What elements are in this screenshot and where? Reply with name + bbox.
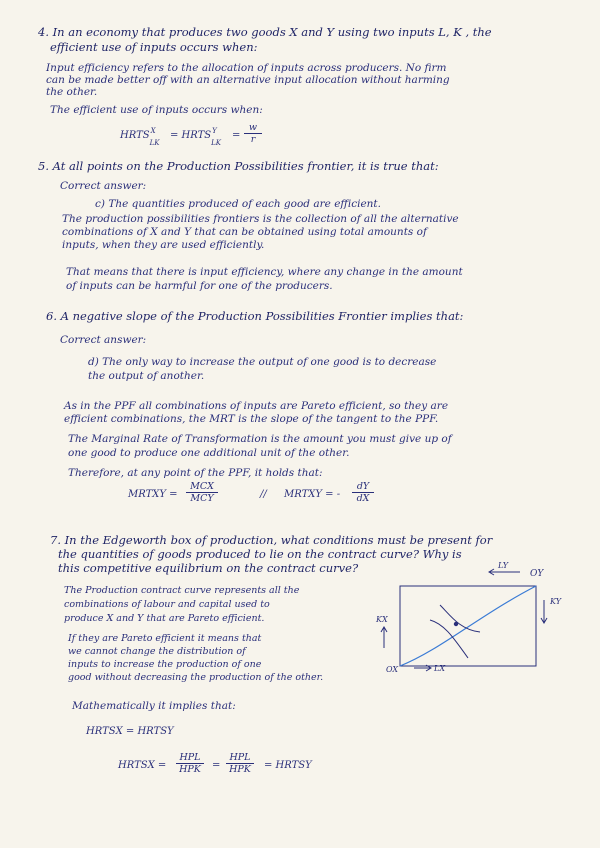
contract-curve: [400, 586, 536, 666]
q6-body-line-4: one good to produce one additional unit of the other.: [68, 447, 350, 459]
q4-eq-numerator: w: [244, 122, 262, 134]
tangency-point: [454, 622, 458, 626]
label-lx: LX: [434, 664, 446, 673]
q5-title: 5. At all points on the Production Possibilities frontier, it is true that:: [38, 159, 439, 173]
q7-body-line-3: produce X and Y that are Pareto efficient.: [64, 613, 265, 624]
q7-body-line-1: The Production contract curve represents all the: [64, 585, 300, 596]
q4-eq-mid: = HRTS Y $_{LK}$: [170, 127, 222, 147]
q6-correct-label: Correct answer:: [60, 334, 147, 346]
q4-eq-denominator: r: [250, 134, 256, 145]
q4-answer-line-2: can be made better off with an alternative input allocation without harming: [46, 74, 450, 86]
q5-body-line-1: The production possibilities frontiers is the collection of all the alternative: [62, 213, 459, 225]
isoquant-y: [440, 605, 480, 632]
edgeworth-box-frame: [400, 586, 536, 666]
q6-formula-num-1: MCX: [186, 481, 218, 493]
q4-eq-fraction: [244, 122, 262, 145]
q6-formula-fraction-1: [186, 481, 218, 504]
q6-answer-d-line-1: d) The only way to increase the output of one good is to decrease: [88, 356, 437, 368]
q7-body-line-7: good without decreasing the production of the other.: [68, 672, 324, 683]
q7-body-line-4: If they are Pareto efficient it means that: [68, 633, 262, 644]
q5-body-line-3: inputs, when they are used efficiently.: [62, 239, 265, 251]
q7-math-den-1: HPK: [179, 764, 201, 775]
q6-formula-rhs: MRTXY = -: [284, 489, 341, 500]
q6-title: 6. A negative slope of the Production Possibilities Frontier implies that:: [46, 309, 464, 323]
label-ky: KY: [550, 597, 562, 606]
q7-math-num-2: HPL: [226, 752, 254, 764]
q7-body-line-2: combinations of labour and capital used to: [64, 599, 270, 610]
q4-eq-lhs: HRTS X $_{LK}$: [120, 127, 160, 147]
label-ox: OX: [386, 665, 399, 674]
q4-title-line-2: efficient use of inputs occurs when:: [50, 40, 258, 54]
q6-body-line-1: As in the PPF all combinations of inputs are Pareto efficient, so they are: [64, 400, 449, 412]
q5-correct-label: Correct answer:: [60, 180, 147, 192]
q5-body-line-5: of inputs can be harmful for one of the producers.: [66, 280, 333, 292]
q7-math-den-2: HPK: [229, 764, 251, 775]
q4-title-line-1: 4. In an economy that produces two goods X and Y using two inputs L, K , the: [38, 25, 492, 39]
q7-title-line-1: 7. In the Edgeworth box of production, what conditions must be present for: [50, 533, 493, 547]
q6-formula-fraction-2: [352, 481, 374, 504]
q7-math-num-1: HPL: [176, 752, 204, 764]
label-oy: OY: [530, 569, 544, 579]
q6-formula-lhs: MRTXY =: [128, 489, 178, 500]
q7-math-lhs: HRTSX =: [118, 760, 167, 771]
q7-math-equals: =: [212, 760, 221, 771]
q6-formula-num-2: dY: [352, 481, 374, 493]
q6-formula-den-2: dX: [356, 493, 370, 504]
q7-math-fraction-2: [226, 752, 254, 775]
q6-formula-separator: //: [260, 489, 267, 500]
q6-body-line-2: efficient combinations, the MRT is the slope of the tangent to the PPF.: [64, 413, 439, 425]
q4-answer-line-1: Input efficiency refers to the allocation of inputs across producers. No firm: [46, 62, 447, 74]
q7-math-line-1: HRTSX = HRTSY: [86, 726, 174, 737]
q5-body-line-2: combinations of X and Y that can be obtained using total amounts of: [62, 226, 427, 238]
q7-body-line-8: Mathematically it implies that:: [72, 700, 236, 712]
q4-eq-equals: =: [232, 130, 241, 141]
q4-answer-line-4: The efficient use of inputs occurs when:: [50, 104, 263, 116]
q7-body-line-5: we cannot change the distribution of: [68, 646, 246, 657]
q6-body-line-3: The Marginal Rate of Transformation is the amount you must give up of: [68, 433, 452, 445]
q7-body-line-6: inputs to increase the production of one: [68, 659, 262, 670]
label-kx: KX: [376, 615, 388, 624]
edgeworth-box-diagram: [370, 560, 570, 675]
q6-answer-d-line-2: the output of another.: [88, 370, 205, 382]
q4-answer-line-3: the other.: [46, 86, 98, 98]
q7-title-line-2: the quantities of goods produced to lie on the contract curve? Why is: [58, 547, 462, 561]
q7-math-fraction-1: [176, 752, 204, 775]
label-ly: LY: [498, 561, 509, 570]
q5-body-line-4: That means that there is input efficiency, where any change in the amount: [66, 266, 463, 278]
q7-math-rhs: = HRTSY: [264, 760, 312, 771]
q5-answer-c: c) The quantities produced of each good are efficient.: [95, 198, 381, 210]
q7-title-line-3: this competitive equilibrium on the contract curve?: [58, 561, 359, 575]
q6-body-line-5: Therefore, at any point of the PPF, it holds that:: [68, 467, 323, 479]
q6-formula-den-1: MCY: [190, 493, 214, 504]
